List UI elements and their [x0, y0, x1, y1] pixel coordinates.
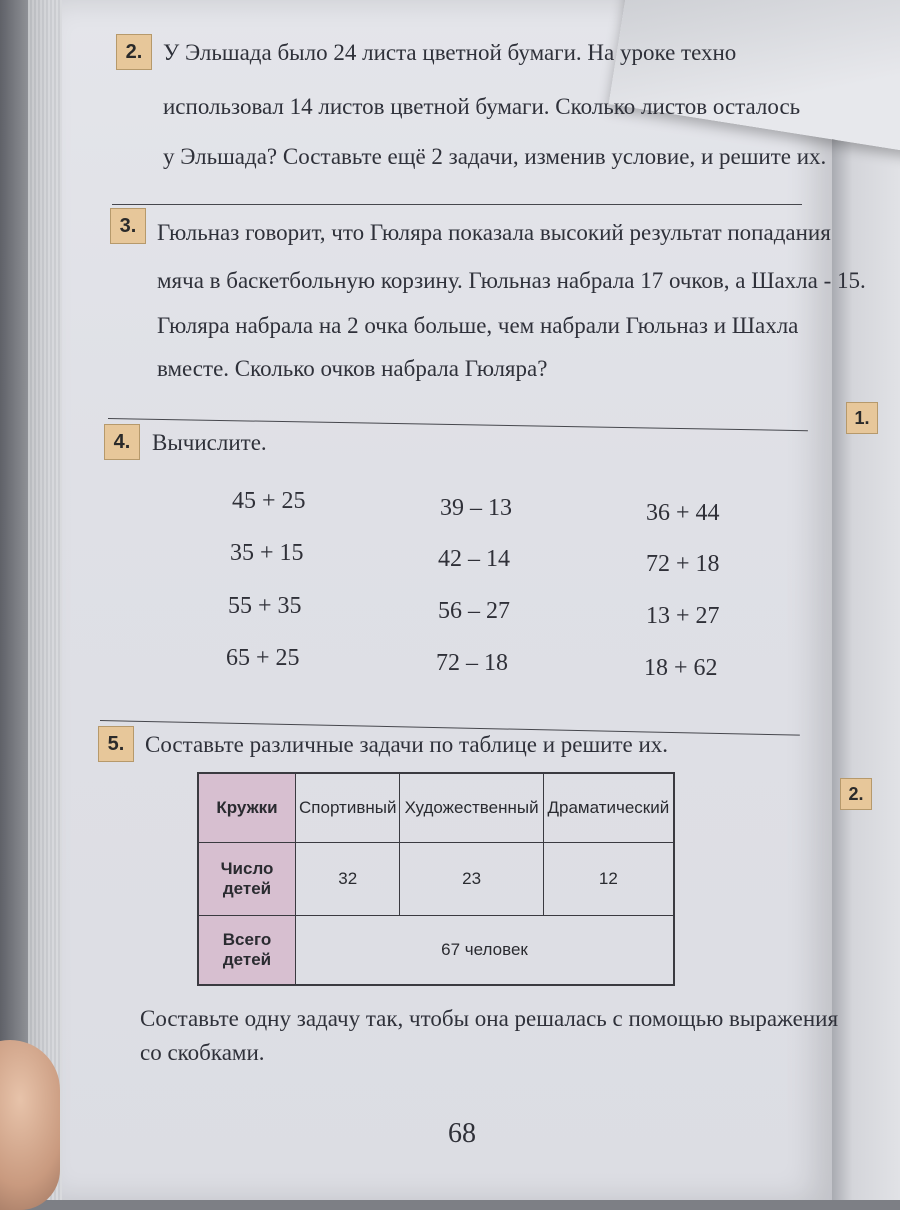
thumb — [0, 1040, 60, 1210]
task-2-line-1: У Эльшада было 24 листа цветной бумаги. На уроке техно — [163, 40, 737, 65]
divider-rule — [112, 204, 802, 205]
page-number: 68 — [448, 1118, 476, 1149]
header-line: Число — [220, 859, 274, 878]
table-row — [198, 773, 674, 843]
task-3-line-3: Гюляра набрала на 2 очка больше, чем набрали Гюльназ и Шахла — [157, 313, 799, 338]
task-5-note-line-2: со скобками. — [140, 1040, 265, 1065]
table-row — [198, 843, 674, 916]
facing-task-1-number: 1. — [846, 402, 878, 434]
expression: 56 – 27 — [438, 598, 510, 624]
header-line: Всего — [222, 930, 272, 949]
facing-task-2-number: 2. — [840, 778, 872, 810]
table-cell-count: 32 — [296, 843, 400, 916]
header-line: детей — [222, 950, 272, 969]
table-cell-total: 67 человек — [296, 916, 675, 986]
table-cell-club: Драматический — [543, 773, 674, 843]
table-cell-count: 23 — [400, 843, 543, 916]
task-5-number: 5. — [98, 726, 134, 762]
table-row — [198, 916, 674, 986]
expression: 55 + 35 — [228, 593, 302, 619]
task-2-line-2: использовал 14 листов цветной бумаги. Сколько листов осталось — [163, 94, 801, 119]
table-cell-count: 12 — [543, 843, 674, 916]
table-header-clubs: Кружки — [198, 773, 296, 843]
expression: 39 – 13 — [440, 495, 512, 521]
task-3-line-2: мяча в баскетбольную корзину. Гюльназ набрала 17 очков, а Шахла - 15. — [157, 268, 866, 293]
task-3-line-1: Гюльназ говорит, что Гюляра показала высокий результат попадания — [157, 220, 831, 245]
task-5-note-line-1: Составьте одну задачу так, чтобы она решалась с помощью выражения — [140, 1006, 839, 1031]
expression: 65 + 25 — [226, 645, 300, 671]
task-2-line-3: у Эльшада? Составьте ещё 2 задачи, изменив условие, и решите их. — [163, 144, 827, 169]
header-line: детей — [222, 879, 272, 898]
expression: 35 + 15 — [230, 540, 304, 566]
table-cell-club: Художественный — [400, 773, 543, 843]
clubs-table — [197, 772, 675, 986]
task-3-number: 3. — [110, 208, 146, 244]
task-4-title: Вычислите. — [152, 430, 267, 455]
expression: 72 + 18 — [646, 551, 720, 577]
task-5-title: Составьте различные задачи по таблице и решите их. — [145, 732, 669, 757]
expression: 72 – 18 — [436, 650, 508, 676]
task-3-line-4: вместе. Сколько очков набрала Гюляра? — [157, 356, 548, 381]
expression: 18 + 62 — [644, 655, 718, 681]
expression: 36 + 44 — [646, 500, 720, 526]
expression: 42 – 14 — [438, 546, 510, 572]
table-header-total — [198, 916, 296, 986]
table-header-children — [198, 843, 296, 916]
task-2-number: 2. — [116, 34, 152, 70]
table-cell-club: Спортивный — [296, 773, 400, 843]
expression: 13 + 27 — [646, 603, 720, 629]
expression: 45 + 25 — [232, 488, 306, 514]
task-4-number: 4. — [104, 424, 140, 460]
